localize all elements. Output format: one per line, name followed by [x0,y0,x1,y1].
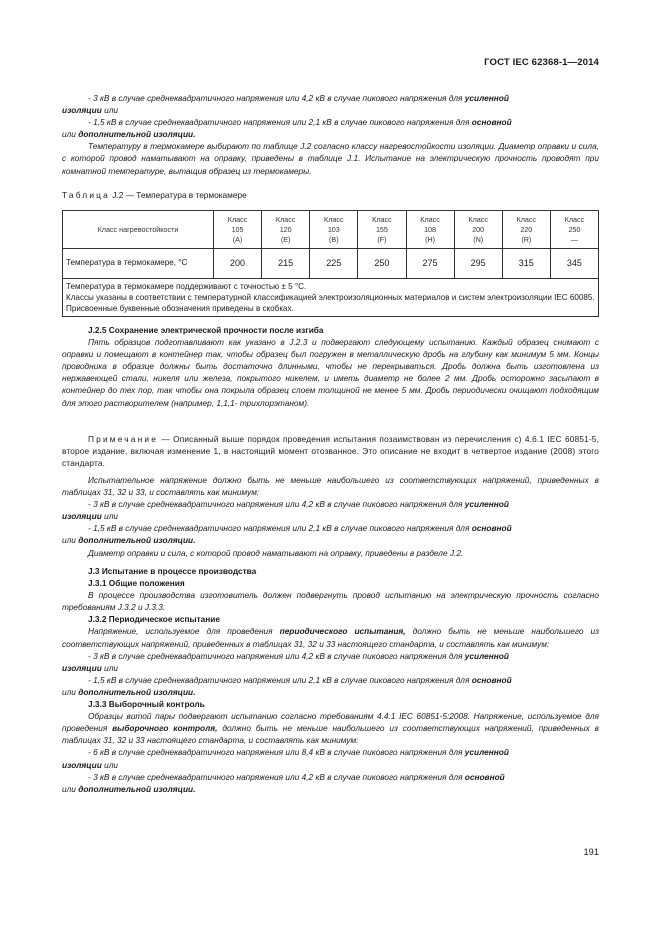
class-header-cell: Класс 120 (E) [262,211,310,249]
table-caption: Таблица J.2 — Температура в термокамере [62,190,247,200]
paragraph: В процессе производства изготовитель должен подвергнуть провод испытанию на электрическую прочность согласно требованиям J.3.2 и J.3.3. [62,590,599,613]
class-header-cell: Класс 220 (R) [502,211,550,249]
value-cell: 345 [550,249,598,279]
value-cell: 215 [262,249,310,279]
page-number: 191 [583,847,599,857]
paragraph: Пять образцов подготавливают как указано в J.2.3 и подвергают следующему испытанию. Каждый образец снимают с оправки и помещают в контейнер так, чтобы образец был погружен в металлическую дробь на глубину как минимум 5 мм. Концы проводника в образце должны быть достаточно длинными, чтобы не перекрываться. Дробь должна быть изготовлена из нержавеющей стали, никеля или железа, покрытого никелем, и иметь диаметр не более 2 мм. Дробь осторожно засыпают в контейнер до тех пор, так чтобы она покрыла образец слоем толщиной не менее 5 мм. Дробь периодически очищают подходящим для этого растворителем (например, 1,1,1- трихлорэтаном). [62,337,599,408]
list-item-continuation: или дополнительной изоляции. [62,535,196,546]
header-label-cell: Класс нагревостойкости [63,211,214,249]
list-item: - 3 кВ в случае среднеквадратичного напряжения или 4,2 кВ в случае пикового напряжения для усиленной [88,499,509,510]
class-header-cell: Класс 155 (F) [358,211,406,249]
paragraph: Напряжение, используемое для проведения периодического испытания, должно быть не меньше наибольшего из соответствующих напряжений, приведенных в таблицах 31, 32 и 33 настоящего стандарта, и составлять как минимум: [62,626,599,649]
subsection-heading: J.3.1 Общие положения [88,578,185,589]
temperature-table [62,210,599,317]
list-item-continuation: или дополнительной изоляции. [62,783,196,794]
value-cell: 315 [502,249,550,279]
section-j3 [62,565,599,795]
class-header-cell: Класс 108 (H) [406,211,454,249]
list-item: - 3 кВ в случае среднеквадратичного напряжения или 4,2 кВ в случае пикового напряжения для основной [88,771,505,782]
class-header-cell: Класс 105 (A) [214,211,262,249]
class-header-cell: Класс 200 (N) [454,211,502,249]
list-item-continuation: изоляции или [62,105,119,116]
list-item: - 1,5 кВ в случае среднеквадратичного напряжения или 2,1 кВ в случае пикового напряжения для основной [88,523,512,534]
intro-section [62,92,599,177]
table-note-row [63,279,599,317]
list-item: - 1,5 кВ в случае среднеквадратичного напряжения или 2,1 кВ в случае пикового напряжения для основной [88,117,512,128]
list-item-continuation: изоляции или [62,662,119,673]
paragraph: Образцы витой пары подвергают испытанию согласно требованиям 4.4.1 IEC 60851-5:2008. Напряжение, используемое для проведения выборочного контроля, должно быть не меньше наибольшего из соответствующих напряжений, приведенных в таблицах 31, 32 и 33 настоящего стандарта, и составлять как минимум: [62,711,599,746]
value-cell: 250 [358,249,406,279]
list-item-continuation: изоляции или [62,759,119,770]
list-item-continuation: изоляции или [62,511,119,522]
table-header-row [63,211,599,249]
test-voltage-block [62,474,599,559]
value-cell: 200 [214,249,262,279]
paragraph: Диаметр оправки и сила, с которой провод наматывают на оправку, приведены в разделе J.2. [88,547,464,558]
subsection-heading: J.3.2 Периодическое испытание [88,614,221,625]
list-item-continuation: или дополнительной изоляции. [62,129,196,140]
table-note-cell [63,279,599,317]
document-header: ГОСТ IEC 62368-1—2014 [484,57,599,68]
list-item: - 3 кВ в случае среднеквадратичного напряжения или 4,2 кВ в случае пикового напряжения для усиленной [88,650,509,661]
section-heading: J.2.5 Сохранение электрической прочности после изгиба [88,325,324,335]
note-block: Примечание — Описанный выше порядок проведения испытания позаимствован из перечисления c) 4.6.1 IEC 60851-5, второе издание, включая изменение 1, в настоящий момент отозванное. Это описание не входит в четвертое издание (2008) этого стандарта. [62,434,599,469]
section-heading: J.3 Испытание в процессе производства [88,566,257,576]
subsection-heading: J.3.3 Выборочный контроль [88,699,205,710]
class-header-cell: Класс 250 — [550,211,598,249]
value-cell: 275 [406,249,454,279]
table-note: Температура в термокамере поддерживают с точностью ± 5 °C. [66,282,307,291]
value-cell: 295 [454,249,502,279]
list-item: - 3 кВ в случае среднеквадратичного напряжения или 4,2 кВ в случае пикового напряжения для усиленной [88,93,509,103]
paragraph: Температуру в термокамере выбирают по таблице J.2 согласно классу нагревостойкости изоляции. Диаметр оправки и сила, с которой провод наматывают на оправку, приведены в таблице J.1. Испытание на электрическую прочность проводят при комнатной температуре, вытащив образец из термокамеры. [62,141,599,176]
table-row [63,249,599,279]
value-cell: 225 [310,249,358,279]
list-item: - 6 кВ в случае среднеквадратичного напряжения или 8,4 кВ в случае пикового напряжения для усиленной [88,747,509,758]
section-j25 [62,324,599,409]
class-header-cell: Класс 103 (B) [310,211,358,249]
table-note: Классы указаны в соответствии с температурной классификацией электроизоляционных материалов и систем электроизоляции IEC 60085. Присвоенные буквенные обозначения приведены в скобках. [66,293,595,313]
list-item-continuation: или дополнительной изоляции. [62,686,196,697]
list-item: - 1,5 кВ в случае среднеквадратичного напряжения или 2,1 кВ в случае пикового напряжения для основной [88,674,512,685]
paragraph: Испытательное напряжение должно быть не меньше наибольшего из соответствующих напряжений, приведенных в таблицах 31, 32 и 33, и составлять как минимум: [62,475,599,498]
row-label-cell: Температура в термокамере, °C [63,249,214,279]
